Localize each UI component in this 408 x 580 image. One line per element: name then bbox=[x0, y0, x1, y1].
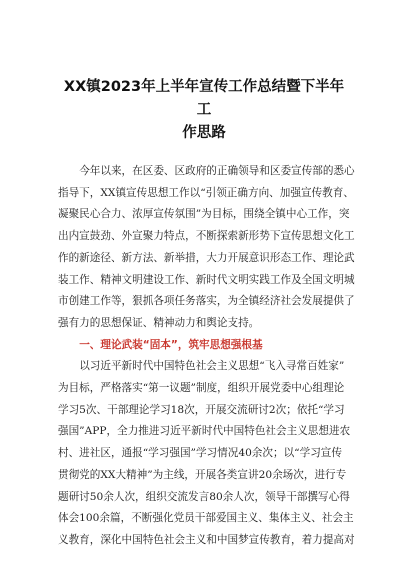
paragraph-line: 装工作、精神文明建设工作、新时代文明实践工作及全国文明城 bbox=[58, 273, 355, 286]
section-paragraph bbox=[58, 356, 355, 551]
paragraph-line: 今年以来，在区委、区政府的正确领导和区委宣传部的悉心 bbox=[79, 165, 355, 177]
document-body bbox=[58, 161, 355, 552]
paragraph-line: 强有力的思想保证、精神动力和舆论支持。 bbox=[58, 316, 260, 329]
title-line: XX镇2023年上半年宣传工作总结暨下半年工 bbox=[63, 79, 345, 118]
paragraph-line: 强国”APP，全力推进习近平新时代中国特色社会主义思想进农 bbox=[58, 425, 351, 438]
paragraph-line: 以习近平新时代中国特色社会主义思想“飞入寻常百姓家” bbox=[79, 360, 345, 373]
paragraph-line: 市创建工作等，狠抓各项任务落实，为全镇经济社会发展提供了 bbox=[58, 295, 355, 308]
paragraph-line: 体会100余篇，不断强化党员干部爱国主义、集体主义、社会主 bbox=[58, 512, 354, 525]
intro-paragraph bbox=[58, 161, 355, 335]
paragraph-line: 指导下，XX镇宣传思想工作以“引领正确方向、加强宣传教育、 bbox=[58, 186, 354, 199]
paragraph-line: 题研讨50余人次，组织交流发言80余人次，领导干部撰写心得 bbox=[58, 490, 350, 503]
section-heading: 一、理论武装“固本”，筑牢思想强根基 bbox=[79, 338, 263, 351]
paragraph-line: 作的新途径、新方法、新举措，大力开展意识形态工作、理论武 bbox=[58, 251, 355, 264]
paragraph-line: 学习5次、干部理论学习18次，开展交流研讨2次；依托“学习 bbox=[58, 403, 345, 416]
paragraph-line: 凝聚民心合力、浓厚宣传氛围”为目标，围绕全镇中心工作，突 bbox=[58, 208, 350, 221]
title-line: 作思路 bbox=[182, 125, 226, 141]
paragraph-line: 为目标，严格落实“第一议题”制度，组织开展党委中心组理论 bbox=[58, 382, 345, 395]
paragraph-line: 义教育，深化中国特色社会主义和中国梦宣传教育，着力提高对 bbox=[58, 533, 355, 546]
paragraph-line: 贯彻党的XX大精神”为主线，开展各类宣讲20余场次，进行专 bbox=[58, 468, 347, 481]
paragraph-line: 出内宣鼓劲、外宣聚力特点，不断探索新形势下宣传思想文化工 bbox=[58, 230, 355, 243]
paragraph-line: 村、进社区，通报“学习强国”学习情况40余次；以“学习宣传 bbox=[58, 447, 342, 460]
document-title bbox=[58, 0, 350, 145]
